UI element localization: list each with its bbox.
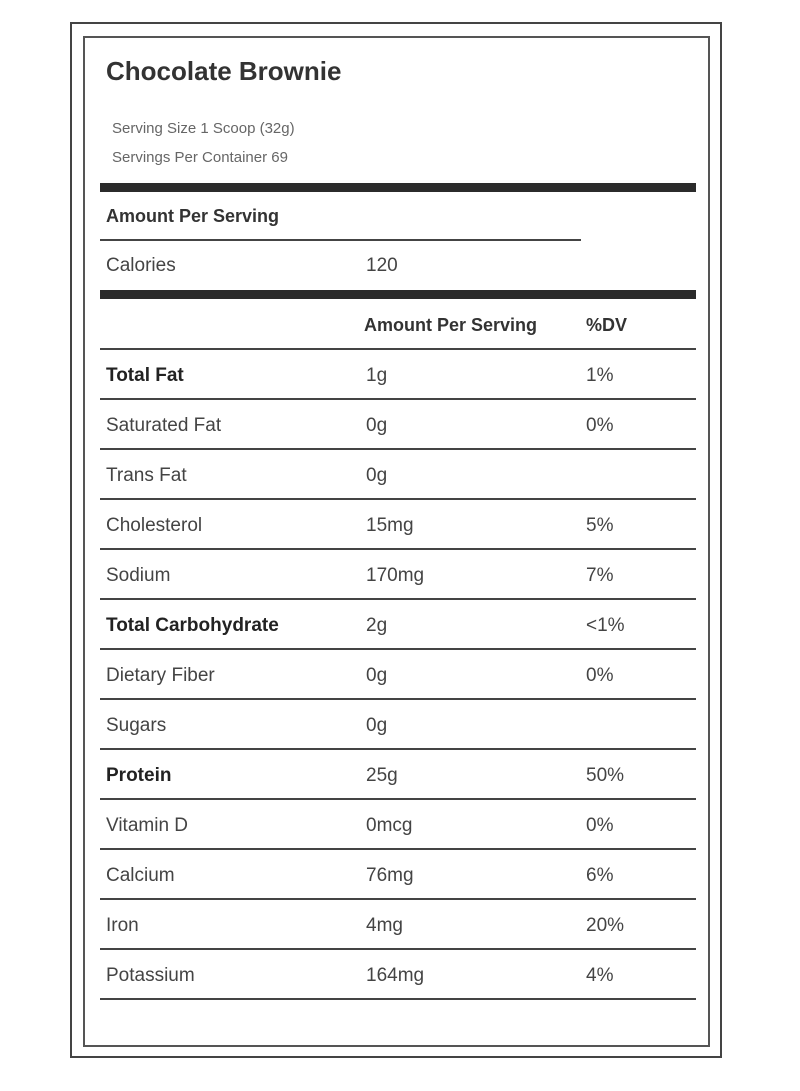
nutrient-dv: 6% — [586, 865, 614, 886]
nutrient-amount: 170mg — [366, 565, 425, 586]
heading-divider — [100, 239, 581, 241]
thick-divider-top — [100, 183, 696, 192]
nutrient-amount: 0g — [366, 665, 388, 686]
table-row — [100, 500, 696, 550]
table-row — [100, 450, 696, 500]
product-title: Chocolate Brownie — [106, 56, 342, 86]
table-row — [100, 900, 696, 950]
table-row — [100, 600, 696, 650]
nutrient-name: Cholesterol — [106, 515, 203, 536]
nutrient-name: Total Fat — [106, 365, 184, 386]
nutrient-amount: 76mg — [366, 865, 414, 886]
nutrient-name: Dietary Fiber — [106, 665, 215, 686]
table-row — [100, 850, 696, 900]
table-row — [100, 950, 696, 1000]
table-row — [100, 650, 696, 700]
nutrient-name: Sugars — [106, 715, 167, 736]
table-row — [100, 400, 696, 450]
table-row — [100, 800, 696, 850]
nutrient-amount: 15mg — [366, 515, 414, 536]
column-header-dv: %DV — [586, 315, 628, 335]
nutrient-amount: 2g — [366, 615, 388, 636]
nutrient-dv: 4% — [586, 965, 614, 986]
nutrient-name: Total Carbohydrate — [106, 615, 279, 636]
servings-per-container: Servings Per Container 69 — [112, 149, 288, 166]
nutrient-name: Saturated Fat — [106, 415, 222, 436]
nutrient-name: Protein — [106, 765, 172, 786]
nutrient-dv: <1% — [586, 615, 625, 636]
thick-divider-bottom — [100, 290, 696, 299]
amount-per-serving-heading: Amount Per Serving — [106, 206, 280, 226]
nutrient-dv: 50% — [586, 765, 625, 786]
nutrient-table — [100, 350, 696, 1000]
nutrient-amount: 4mg — [366, 915, 403, 936]
serving-size: Serving Size 1 Scoop (32g) — [112, 120, 295, 137]
nutrient-name: Potassium — [106, 965, 195, 986]
table-row — [100, 700, 696, 750]
nutrient-amount: 0g — [366, 465, 388, 486]
calories-label: Calories — [106, 255, 176, 276]
table-row — [100, 750, 696, 800]
calories-value: 120 — [366, 255, 398, 276]
nutrient-amount: 164mg — [366, 965, 425, 986]
nutrient-name: Trans Fat — [106, 465, 187, 486]
nutrient-dv: 7% — [586, 565, 614, 586]
nutrient-dv: 0% — [586, 815, 614, 836]
column-header-amount: Amount Per Serving — [364, 315, 538, 335]
nutrient-name: Calcium — [106, 865, 175, 886]
table-row — [100, 550, 696, 600]
nutrient-amount: 0g — [366, 415, 388, 436]
nutrient-dv: 5% — [586, 515, 614, 536]
nutrient-dv: 20% — [586, 915, 625, 936]
nutrient-dv: 1% — [586, 365, 614, 386]
nutrient-amount: 0mcg — [366, 815, 413, 836]
nutrient-name: Iron — [106, 915, 139, 936]
nutrient-amount: 25g — [366, 765, 398, 786]
nutrient-amount: 1g — [366, 365, 388, 386]
nutrient-name: Sodium — [106, 565, 171, 586]
nutrient-dv: 0% — [586, 665, 614, 686]
nutrient-dv: 0% — [586, 415, 614, 436]
nutrient-amount: 0g — [366, 715, 388, 736]
table-row — [100, 350, 696, 400]
nutrient-name: Vitamin D — [106, 815, 189, 836]
